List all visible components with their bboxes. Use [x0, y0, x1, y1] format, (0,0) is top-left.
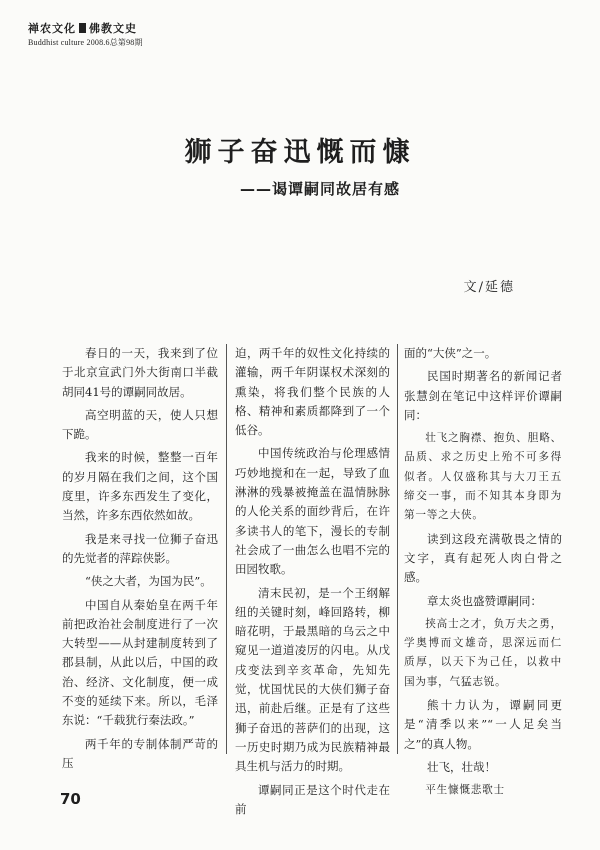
paragraph: 清末民初，是一个王纲解纽的关键时刻，峰回路转，柳暗花明，于最黑暗的乌云之中窥见一道道凌厉的闪电。从戊戌变法到辛亥革命，先知先觉，忧国忧民的大侠们狮子奋迅，前赴后继。正是有了这些狮子奋迅的菩萨们的出现，这一历史时期乃成为民族精神最具生机与活力的时期。 [235, 585, 390, 774]
paragraph-continued: 迫，两千年的奴性文化持续的灌输，两千年阴谋权术深刻的熏染，将我们整个民族的人格、精神和素质都降到了一个低谷。 [235, 346, 390, 438]
paragraph-continued: 面的“大侠”之一。 [404, 346, 497, 360]
block-quote: 壮飞之胸襟、抱负、胆略、品质、求之历史上殆不可多得似者。人仅盛称其与大刀王五缔交一事，而不知其本身即为第一等之大侠。 [404, 432, 562, 522]
paragraph: 民国时期著名的新闻记者张慧剑在笔记中这样评价谭嗣同： [404, 369, 562, 422]
block-quote: 挟高士之才，负万夫之勇，学奥博而文雄奇，思深远而仁质厚，以天下为己任，以救中国为事，气猛志锐。 [404, 617, 562, 688]
article-title: 狮子奋迅慨而慷 [184, 137, 416, 168]
paragraph: 读到这段充满敬畏之情的文字，真有起死人肉白骨之感。 [404, 531, 562, 585]
paragraph: 谭嗣同正是这个时代走在前 [235, 782, 390, 816]
text-column-1 [62, 344, 218, 777]
text-column-2 [235, 344, 390, 823]
journal-name-right: 佛教文史 [89, 22, 137, 35]
article-subtitle: ——谒谭嗣同故居有感 [240, 180, 401, 198]
paragraph: 我是来寻找一位狮子奋迅的先觉者的萍踪侠影。 [62, 531, 218, 565]
journal-name-left: 禅农文化 [28, 22, 76, 35]
page-number: 70 [60, 790, 81, 808]
quote: “侠之大者，为国为民”。 [85, 574, 212, 589]
journal-issue: Buddhist culture 2008.6总第98期 [28, 38, 143, 47]
paragraph: 中国传统政治与伦理感情巧妙地搅和在一起，导致了血淋淋的残暴被掩盖在温情脉脉的人伦关系的面纱背后，在许多读书人的笔下，漫长的专制社会成了一曲怎么也唱不完的田园牧歌。 [235, 446, 390, 577]
column-divider [226, 344, 227, 754]
paragraph: 中国自从秦始皇在两千年前把政治社会制度进行了一次大转型——从封建制度转到了郡县制，从此以后，中国的政治、经济、文化制度，便一成不变的延续下来。所以，毛泽东说：“千载犹行秦法政。” [62, 597, 218, 728]
paragraph: 两千年的专制体制严苛的压 [62, 736, 218, 770]
column-divider [397, 344, 398, 754]
article-author: 文/延德 [463, 280, 515, 295]
verse-line: 平生慷慨悲歌士 [425, 784, 505, 797]
paragraph: 熊十力认为，谭嗣同更是“清季以来”“一人足矣当之”的真人物。 [404, 698, 562, 751]
paragraph: 章太炎也盛赞谭嗣同： [427, 593, 542, 608]
text-column-3 [404, 344, 562, 805]
paragraph: 我来的时候，整整一百年的岁月隔在我们之间，这个国度里，许多东西发生了变化，当然，许多东西依然如故。 [62, 450, 218, 523]
journal-header [28, 20, 288, 48]
paragraph: 高空明蓝的天，使人只想下跪。 [62, 407, 218, 442]
paragraph: 壮飞，壮哉！ [427, 759, 496, 774]
paragraph: 春日的一天，我来到了位于北京宣武门外大街南口半截胡同41号的谭嗣同故居。 [62, 346, 218, 399]
journal-name [28, 20, 288, 36]
header-separator-block [79, 23, 86, 33]
